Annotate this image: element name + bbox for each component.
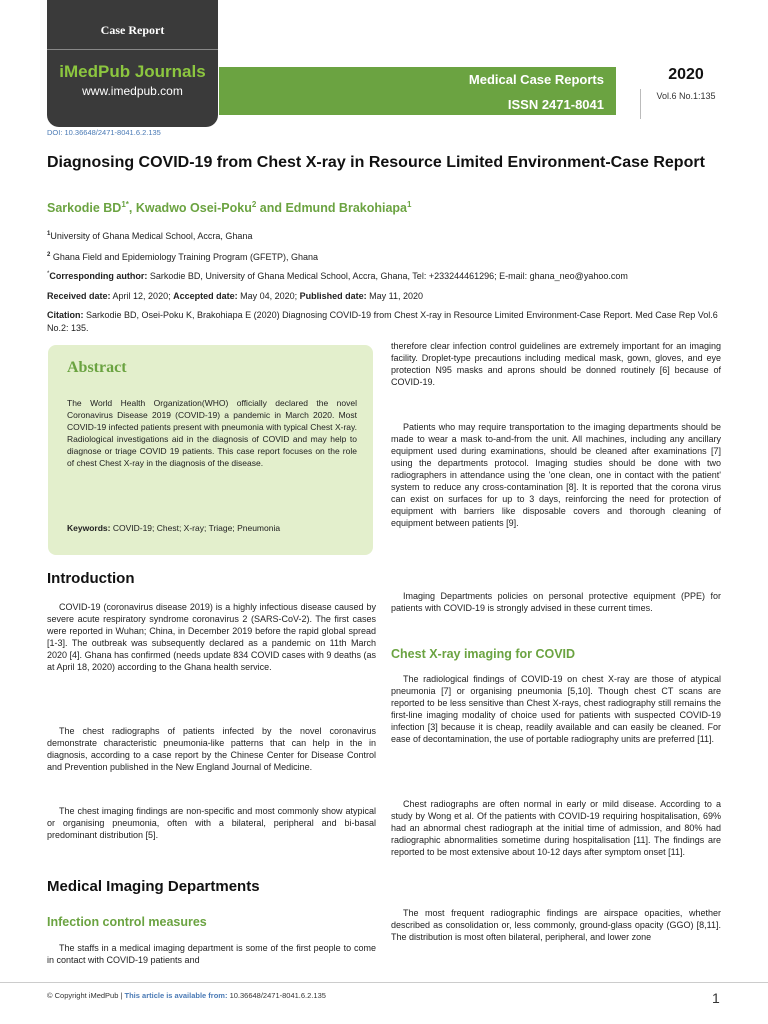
right-paragraph-4: The radiological findings of COVID-19 on chest X-ray are those of atypical pneumonia [7] or organising pneumonia [5,10]. Though chest CT scans are reported to be less sensitive than Chest X-rays, chest radiography still remains the first-line imaging modality of choice used for patients with suspected COVID-19 infection [3] because it is cheap, readily available and can easily be cleaned. For ease of decontamination, the use of portable radiography units are preferred [11]. — [391, 674, 721, 744]
publisher-url[interactable]: www.imedpub.com — [82, 84, 183, 98]
right-paragraph-1: therefore clear infection control guidelines are extremely important for an imaging facility. Droplet-type precautions including medical mask, gown, gloves, and eye protection N95 masks and aprons should be donned routinely [6] because of COVID-19. — [391, 341, 721, 387]
journal-banner — [219, 67, 616, 115]
journal-brand-box — [47, 0, 218, 127]
right-paragraph-3: Imaging Departments policies on personal protective equipment (PPE) for patients with COVID-19 is strongly advised in these current times. — [391, 591, 721, 613]
intro-paragraph-3: The chest imaging findings are non-specific and most commonly show atypical or organising pneumonia, often with a bilateral, peripheral and bi-basal predominant distribution [5]. — [47, 806, 376, 840]
publisher-logo: iMedPub Journals — [59, 62, 206, 81]
intro-paragraph-1: COVID-19 (coronavirus disease 2019) is a highly infectious disease caused by severe acute respiratory syndrome coronavirus 2 (SARS-CoV-2). The first cases were reported in Wuhan; China, in December 2019 before the rapid global spread [1-3]. The outbreak was subsequently declared as a pandemic on 11th March 2020 [4]. Ghana has confirmed (needs update 834 COVID cases with 9 deaths (as at April 18, 2020) according to the Ghana health service. — [47, 602, 376, 672]
journal-title: Medical Case Reports — [468, 72, 604, 87]
author-1: Sarkodie BD — [47, 201, 122, 216]
case-report-label: Case Report — [100, 23, 165, 37]
introduction-heading: Introduction — [47, 570, 135, 587]
footer-text: © Copyright iMedPub | This article is available from: 10.36648/2471-8041.6.2.135 — [47, 991, 326, 1000]
journal-issn: ISSN 2471-8041 — [507, 97, 604, 112]
volume-issue: Vol.6 No.1:135 — [656, 91, 716, 101]
chest-xray-heading: Chest X-ray imaging for COVID — [391, 647, 576, 661]
imaging-departments-heading: Medical Imaging Departments — [47, 878, 260, 895]
doi-link[interactable]: DOI: 10.36648/2471-8041.6.2.135 — [47, 128, 161, 137]
article-title: Diagnosing COVID-19 from Chest X-ray in Resource Limited Environment-Case Report — [47, 154, 705, 171]
abstract-text: The World Health Organization(WHO) officially declared the novel Coronavirus Disease 2019 (COVID-19) a pandemic in March 2020. Most COVID-19 infected patients present with pneumonia with typical Chest X-ray. Radiological investigations aid in the diagnosis of COVID and may help to diagnose or triage COVID 19 patients. This case report focuses on the role of chest Chest X-ray in the diagnosis of the disease. — [67, 398, 357, 468]
right-paragraph-6: The most frequent radiographic findings are airspace opacities, whether described as consolidation or, less commonly, ground-glass opacity (GGO) [8,11]. The distribution is most often bilateral, peripheral, and lower zone — [391, 908, 721, 942]
corresponding-author: *Corresponding author: Sarkodie BD, University of Ghana Medical School, Accra, Ghana, Tel: +233244461296; E-mail: ghana_neo@yahoo.com — [47, 271, 628, 281]
brand-divider — [47, 49, 218, 50]
footer-divider — [0, 982, 768, 983]
keywords: Keywords: COVID-19; Chest; X-ray; Triage; Pneumonia — [67, 523, 281, 533]
infection-paragraph: The staffs in a medical imaging department is some of the first people to come in contact with COVID-19 patients and — [47, 943, 376, 965]
affiliation-1: $^1$University of Ghana Medical School, Accra, Ghana — [47, 231, 253, 241]
affiliation-2: $^2$ Ghana Field and Epidemiology Training Program (GFETP), Ghana — [47, 252, 318, 262]
publication-year: 2020 — [668, 66, 704, 83]
abstract-box — [48, 345, 373, 555]
citation: Citation: Sarkodie BD, Osei-Poku K, Brakohiapa E (2020) Diagnosing COVID-19 from Chest X-ray in Resource Limited Environment-Case Report. Med Case Rep Vol.6 No.2: 135. — [47, 310, 718, 333]
article-dates: Received date: April 12, 2020; Accepted date: May 04, 2020; Published date: May 11, 2020 — [47, 291, 424, 301]
page-number: 1 — [712, 990, 720, 1006]
author-list: Sarkodie $BD^{1*}$, Kwadwo Osei-Poku$^2$ and Edmund Brakohiapa$^1$ — [47, 200, 412, 216]
right-paragraph-2: Patients who may require transportation to the imaging departments should be made to wear a mask to-and-from the unit. All machines, including any ancillary equipment used during examinations, should be cleaned after examinations [7] using the departments protocol. Imaging studies should be done with two radiographers in attendance using the 'one clean, one in contact with the patient' system to reduce any cross-contamination [8]. It is reported that the corona virus can exist on surfaces for up to 3 days, reinforcing the need for protection of equipment with barriers like disposable covers and thorough cleaning of equipment between patients [9]. — [391, 422, 721, 528]
author-2: , Kwadwo Osei-Poku — [128, 201, 252, 216]
infection-control-heading: Infection control measures — [47, 915, 207, 929]
author-3: and Edmund Brakohiapa — [256, 201, 408, 216]
footer-doi-link[interactable]: 10.36648/2471-8041.6.2.135 — [227, 991, 326, 1000]
abstract-heading: Abstract — [67, 359, 127, 376]
intro-paragraph-2: The chest radiographs of patients infected by the novel coronavirus demonstrate characteristic pneumonia-like patterns that can help in the in diagnosis, according to a case report by the Chinese Center for Disease Control and Prevention published in the New England Journal of Medicine. — [47, 726, 376, 772]
right-paragraph-5: Chest radiographs are often normal in early or mild disease. According to a study by Wong et al. Of the patients with COVID-19 requiring hospitalisation, 69% had an abnormal chest radiograph at the initial time of admission, and 80% had radiographic abnormalities sometime during hospitalisation [11]. The findings are reported to be most extensive about 10-12 days after symptom onset [11]. — [391, 799, 721, 857]
